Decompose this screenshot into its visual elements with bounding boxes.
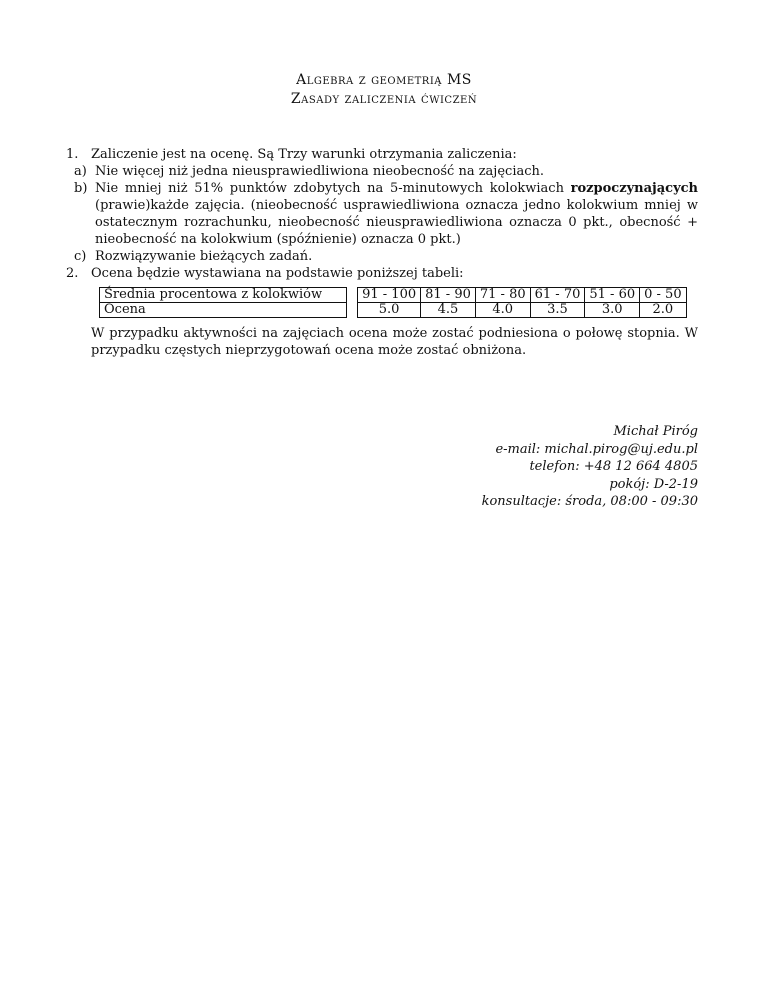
range-cell: 71 - 80 (475, 288, 530, 303)
title-block (0, 71, 768, 109)
range-cell: 0 - 50 (640, 288, 686, 303)
condition-b (66, 180, 698, 248)
table-row (100, 288, 687, 303)
office-hours: konsultacje: środa, 08:00 - 09:30 (481, 494, 698, 509)
instructor-room: pokój: D-2-19 (609, 476, 698, 492)
table-gap (347, 303, 358, 318)
grade-cell: 5.0 (358, 303, 421, 318)
rule-item-2 (66, 265, 698, 282)
row-header-grade: Ocena (100, 303, 347, 318)
condition-label: c) (74, 249, 87, 264)
course-title: Algebra z geometrią MS (296, 72, 472, 88)
grade-cell: 3.0 (585, 303, 640, 318)
row-header-average: Średnia procentowa z kolokwiów (100, 288, 347, 303)
instructor-phone: telefon: +48 12 664 4805 (529, 459, 698, 474)
grading-table (99, 287, 687, 318)
grade-cell: 4.0 (475, 303, 530, 318)
range-cell: 61 - 70 (530, 288, 585, 303)
condition-label: b) (74, 181, 88, 196)
condition-text: Rozwiązywanie bieżących zadań. (95, 249, 313, 264)
table-gap (347, 288, 358, 303)
condition-a (66, 163, 698, 180)
instructor-name: Michał Piróg (613, 424, 698, 439)
rule-number: 2. (66, 266, 79, 281)
rules-content (66, 146, 698, 359)
table-row (100, 303, 687, 318)
grade-cell: 3.5 (530, 303, 585, 318)
instructor-email: e-mail: michal.pirog@uj.edu.pl (495, 441, 698, 457)
rule-text: Zaliczenie jest na ocenę. Są Trzy warunki otrzymania zaliczenia: (91, 147, 517, 162)
range-cell: 81 - 90 (421, 288, 476, 303)
condition-text: Nie więcej niż jedna nieusprawiedliwiona nieobecność na zajęciach. (95, 164, 545, 179)
condition-text-start: Nie mniej niż 51% punktów zdobytych na 5-minutowych kolokwiach (95, 181, 571, 196)
grade-cell: 4.5 (421, 303, 476, 318)
range-cell: 91 - 100 (358, 288, 421, 303)
grading-note: W przypadku aktywności na zajęciach ocena może zostać podniesiona o połowę stopnia. W przypadku częstych nieprzygotowań ocena może zostać obniżona. (91, 326, 698, 358)
rule-number: 1. (66, 147, 79, 162)
contact-block (482, 423, 698, 511)
condition-text-bold: rozpoczynających (570, 181, 698, 196)
document-subtitle: Zasady zaliczenia ćwiczeń (290, 91, 478, 107)
grade-cell: 2.0 (640, 303, 686, 318)
range-cell: 51 - 60 (585, 288, 640, 303)
rule-text: Ocena będzie wystawiana na podstawie poniższej tabeli: (91, 266, 464, 281)
rule-item-1 (66, 146, 698, 163)
condition-c (66, 248, 698, 265)
condition-text-end: (prawie)każde zajęcia. (nieobecność usprawiedliwiona oznacza jedno kolokwium mniej w ostatecznym rozrachunku, nieobecność nieusprawiedliwiona oznacza 0 pkt., obecność + nieobecność na kolokwium (spóźnienie) oznacza 0 pkt.) (95, 198, 698, 247)
condition-label: a) (74, 164, 87, 179)
